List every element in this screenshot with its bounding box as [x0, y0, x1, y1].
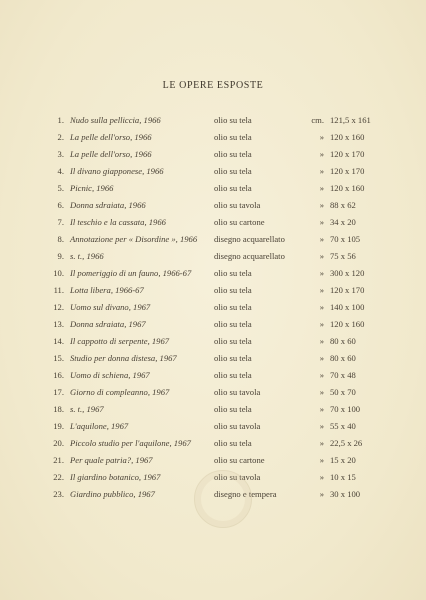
work-dimensions: 50 x 70	[330, 387, 356, 397]
work-unit: »	[319, 302, 324, 312]
work-row	[0, 401, 426, 417]
work-title: Studio per donna distesa, 1967	[70, 353, 177, 363]
work-dimensions: 300 x 120	[330, 268, 365, 278]
work-title: La pelle dell'orso, 1966	[70, 132, 152, 142]
work-technique: olio su tavola	[214, 387, 261, 397]
work-unit: »	[319, 183, 324, 193]
work-row	[0, 112, 426, 128]
work-technique: olio su tavola	[214, 200, 261, 210]
work-row	[0, 350, 426, 366]
work-technique: disegno acquarellato	[214, 234, 285, 244]
work-row	[0, 180, 426, 196]
work-technique: olio su tela	[214, 166, 252, 176]
work-number: 16.	[53, 370, 64, 380]
work-title: La pelle dell'orso, 1966	[70, 149, 152, 159]
work-dimensions: 22,5 x 26	[330, 438, 363, 448]
work-dimensions: 120 x 160	[330, 132, 365, 142]
work-title: Il pomeriggio di un fauno, 1966-67	[70, 268, 192, 278]
work-title: Annotazione per « Disordine », 1966	[70, 234, 198, 244]
work-number: 12.	[53, 302, 64, 312]
work-dimensions: 120 x 160	[330, 319, 365, 329]
work-unit: »	[319, 217, 324, 227]
work-unit: »	[319, 149, 324, 159]
work-technique: olio su tela	[214, 370, 252, 380]
work-unit: »	[319, 234, 324, 244]
work-title: Uomo di schiena, 1967	[70, 370, 150, 380]
work-title: Per quale patria?, 1967	[70, 455, 153, 465]
work-technique: olio su cartone	[214, 455, 265, 465]
work-technique: olio su tela	[214, 336, 252, 346]
work-dimensions: 30 x 100	[330, 489, 361, 499]
work-number: 9.	[57, 251, 64, 261]
work-dimensions: 75 x 56	[330, 251, 356, 261]
work-number: 4.	[57, 166, 64, 176]
work-technique: olio su tela	[214, 302, 252, 312]
work-row	[0, 435, 426, 451]
work-unit: »	[319, 353, 324, 363]
work-number: 7.	[57, 217, 64, 227]
work-dimensions: 88 x 62	[330, 200, 356, 210]
work-unit: »	[319, 370, 324, 380]
work-unit: cm.	[311, 115, 324, 125]
work-unit: »	[319, 319, 324, 329]
work-number: 20.	[53, 438, 64, 448]
work-row	[0, 282, 426, 298]
work-dimensions: 15 x 20	[330, 455, 356, 465]
work-number: 15.	[53, 353, 64, 363]
work-row	[0, 418, 426, 434]
work-number: 8.	[57, 234, 64, 244]
work-title: Piccolo studio per l'aquilone, 1967	[70, 438, 191, 448]
work-title: Uomo sul divano, 1967	[70, 302, 151, 312]
work-technique: olio su tavola	[214, 472, 261, 482]
work-title: Il teschio e la cassata, 1966	[70, 217, 166, 227]
work-dimensions: 121,5 x 161	[330, 115, 371, 125]
work-dimensions: 80 x 60	[330, 353, 356, 363]
work-technique: disegno acquarellato	[214, 251, 285, 261]
work-row	[0, 129, 426, 145]
work-dimensions: 34 x 20	[330, 217, 356, 227]
work-row	[0, 299, 426, 315]
work-row	[0, 231, 426, 247]
work-number: 5.	[57, 183, 64, 193]
work-dimensions: 120 x 160	[330, 183, 365, 193]
embossed-seal	[194, 470, 252, 528]
work-row	[0, 333, 426, 349]
page-title: LE OPERE ESPOSTE	[162, 80, 264, 91]
work-technique: olio su tela	[214, 353, 252, 363]
work-title: s. t., 1966	[70, 251, 104, 261]
work-number: 17.	[53, 387, 64, 397]
work-number: 1.	[57, 115, 64, 125]
work-row	[0, 316, 426, 332]
work-row	[0, 248, 426, 264]
work-title: Il cappotto di serpente, 1967	[70, 336, 170, 346]
work-dimensions: 140 x 100	[330, 302, 365, 312]
work-title: Picnic, 1966	[70, 183, 114, 193]
work-title: Giardino pubblico, 1967	[70, 489, 155, 499]
work-unit: »	[319, 200, 324, 210]
work-dimensions: 120 x 170	[330, 149, 365, 159]
work-number: 10.	[53, 268, 64, 278]
work-title: Lotta libera, 1966-67	[70, 285, 144, 295]
work-technique: olio su tela	[214, 268, 252, 278]
work-title: s. t., 1967	[70, 404, 104, 414]
work-number: 2.	[57, 132, 64, 142]
work-unit: »	[319, 438, 324, 448]
work-unit: »	[319, 472, 324, 482]
work-number: 3.	[57, 149, 64, 159]
work-row	[0, 146, 426, 162]
work-technique: olio su tela	[214, 183, 252, 193]
work-title: Giorno di compleanno, 1967	[70, 387, 170, 397]
work-dimensions: 70 x 105	[330, 234, 361, 244]
work-row	[0, 265, 426, 281]
work-unit: »	[319, 336, 324, 346]
work-unit: »	[319, 166, 324, 176]
work-row	[0, 214, 426, 230]
work-row	[0, 197, 426, 213]
work-row	[0, 384, 426, 400]
work-number: 18.	[53, 404, 64, 414]
work-number: 21.	[53, 455, 64, 465]
work-number: 19.	[53, 421, 64, 431]
work-dimensions: 70 x 48	[330, 370, 356, 380]
work-dimensions: 120 x 170	[330, 166, 365, 176]
work-technique: olio su tela	[214, 319, 252, 329]
work-number: 22.	[53, 472, 64, 482]
work-technique: olio su tela	[214, 132, 252, 142]
work-row	[0, 163, 426, 179]
work-dimensions: 10 x 15	[330, 472, 356, 482]
work-unit: »	[319, 489, 324, 499]
work-dimensions: 80 x 60	[330, 336, 356, 346]
work-technique: olio su tela	[214, 285, 252, 295]
work-dimensions: 70 x 100	[330, 404, 361, 414]
work-unit: »	[319, 455, 324, 465]
work-title: L'aquilone, 1967	[70, 421, 129, 431]
work-unit: »	[319, 387, 324, 397]
work-dimensions: 55 x 40	[330, 421, 356, 431]
work-row	[0, 452, 426, 468]
work-technique: olio su tela	[214, 404, 252, 414]
work-technique: olio su cartone	[214, 217, 265, 227]
work-title: Il giardino botanico, 1967	[70, 472, 161, 482]
work-unit: »	[319, 285, 324, 295]
work-unit: »	[319, 421, 324, 431]
work-title: Donna sdraiata, 1966	[70, 200, 146, 210]
work-row	[0, 367, 426, 383]
work-dimensions: 120 x 170	[330, 285, 365, 295]
work-unit: »	[319, 268, 324, 278]
work-technique: olio su tavola	[214, 421, 261, 431]
work-number: 14.	[53, 336, 64, 346]
work-number: 6.	[57, 200, 64, 210]
work-number: 13.	[53, 319, 64, 329]
work-number: 11.	[53, 285, 64, 295]
work-technique: olio su tela	[214, 115, 252, 125]
work-number: 23.	[53, 489, 64, 499]
work-technique: disegno e tempera	[214, 489, 277, 499]
work-technique: olio su tela	[214, 438, 252, 448]
work-title: Donna sdraiata, 1967	[70, 319, 146, 329]
work-unit: »	[319, 251, 324, 261]
work-unit: »	[319, 404, 324, 414]
work-unit: »	[319, 132, 324, 142]
work-technique: olio su tela	[214, 149, 252, 159]
work-title: Il divano giapponese, 1966	[70, 166, 164, 176]
work-title: Nudo sulla pelliccia, 1966	[70, 115, 161, 125]
